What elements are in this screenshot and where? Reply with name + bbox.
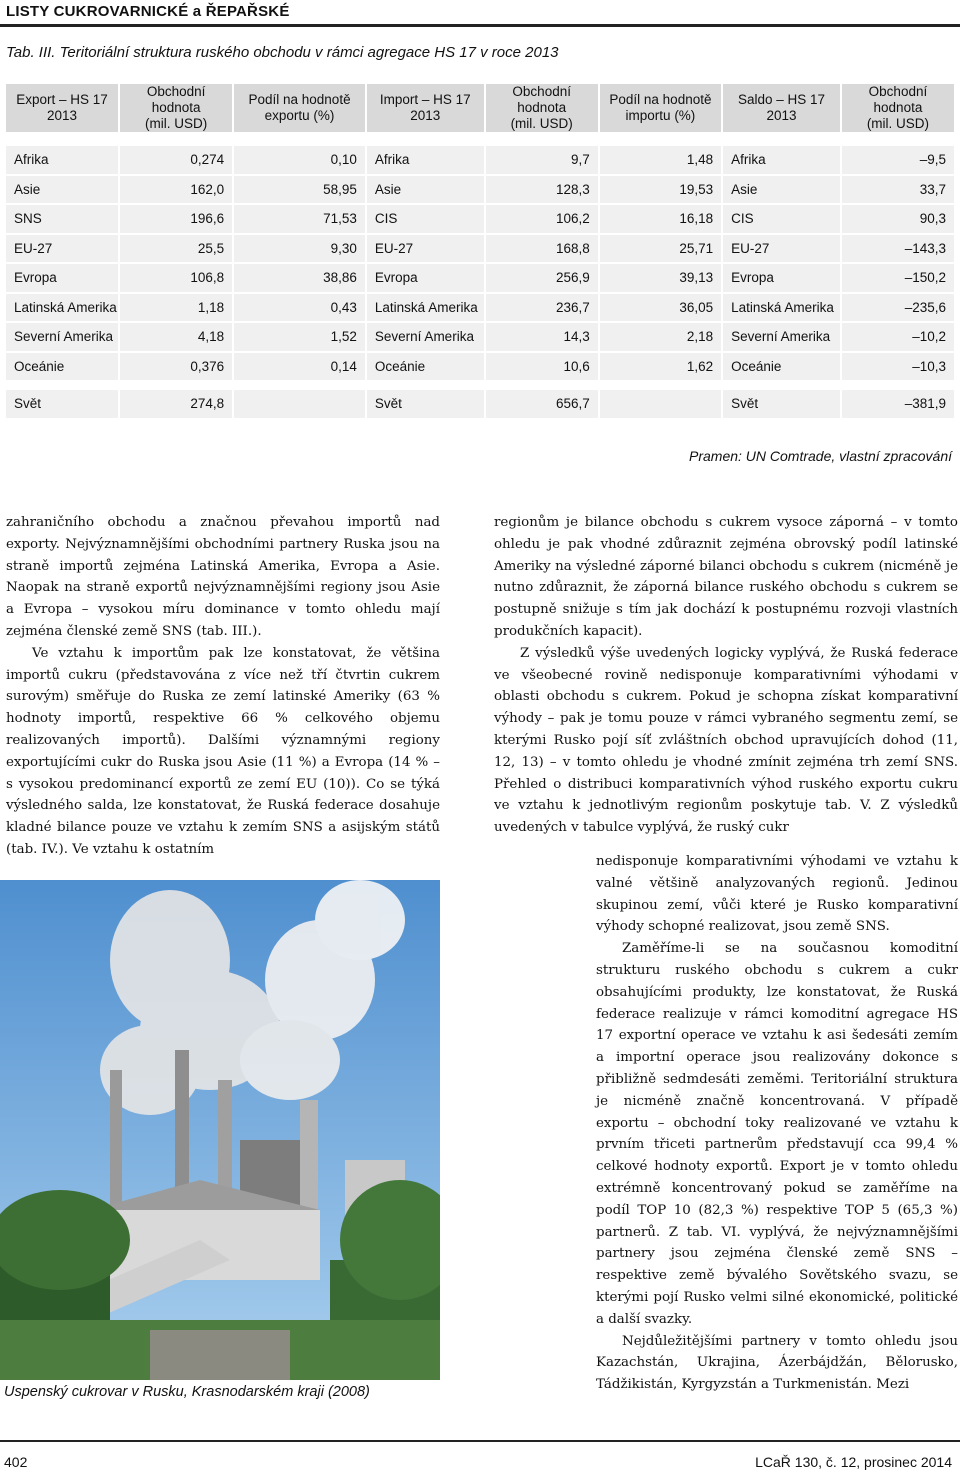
table-header-line: 2013 [410, 108, 441, 123]
sugar-factory-photo [0, 880, 440, 1380]
table-region-cell: Severní Amerika [367, 323, 484, 351]
table-value-cell: 33,7 [842, 176, 954, 204]
page-number: 402 [4, 1454, 28, 1470]
page-footer [0, 1440, 960, 1476]
table-value-cell: 1,52 [234, 323, 365, 351]
table-value-cell: 168,8 [486, 235, 598, 263]
table-value-cell: 14,3 [486, 323, 598, 351]
table-region-cell: CIS [723, 205, 840, 233]
table-source: Pramen: UN Comtrade, vlastní zpracování [689, 448, 952, 464]
table-header-line: Saldo – HS 17 [737, 92, 826, 107]
table-value-cell: 71,53 [234, 205, 365, 233]
table-value-cell: 2,18 [600, 323, 721, 351]
spacer-cell [723, 382, 840, 388]
table-header-row [6, 84, 954, 132]
table-value-cell: 162,0 [120, 176, 232, 204]
table-region-cell: Evropa [6, 264, 118, 292]
table-header-cell [6, 84, 118, 132]
table-value-cell: 0,376 [120, 353, 232, 381]
table-header-line: Import – HS 17 [379, 92, 471, 107]
table-row [6, 323, 954, 351]
table-value-cell: 0,10 [234, 146, 365, 174]
spacer-cell [120, 134, 232, 144]
journal-issue: LCaŘ 130, č. 12, prosinec 2014 [755, 1454, 952, 1470]
table-region-cell: Afrika [367, 146, 484, 174]
table-value-cell: 274,8 [120, 390, 232, 418]
table-value-cell: 128,3 [486, 176, 598, 204]
table-value-cell [234, 390, 365, 418]
table-value-cell: 1,62 [600, 353, 721, 381]
table-header-line: Obchodní hodnota [512, 84, 571, 115]
table-caption: Tab. III. Teritoriální struktura ruského obchodu v rámci agregace HS 17 v roce 2013 [6, 44, 559, 61]
table-value-cell: –10,2 [842, 323, 954, 351]
table-row [6, 353, 954, 381]
right-text-column-top [494, 512, 958, 839]
table-header-cell [120, 84, 232, 132]
table-header-line: importu (%) [625, 108, 696, 123]
table-value-cell: 9,7 [486, 146, 598, 174]
table-header-line: (mil. USD) [510, 116, 573, 131]
table-region-cell: Severní Amerika [6, 323, 118, 351]
spacer-cell [367, 134, 484, 144]
paragraph: nedisponuje komparativními výhodami ve vztahu k valné většině analyzovaných regionů. Jedinou skupinou zemí, vůči které je Rusko komparativní výhody schopné realizovat, jsou země SNS. [596, 854, 958, 935]
table-value-cell: 38,86 [234, 264, 365, 292]
table-value-cell: 36,05 [600, 294, 721, 322]
table-value-cell: 106,2 [486, 205, 598, 233]
table-header-cell [842, 84, 954, 132]
table-header-cell [723, 84, 840, 132]
table-row [6, 294, 954, 322]
spacer-cell [600, 134, 721, 144]
footer-rule [0, 1440, 960, 1442]
journal-header-title: LISTY CUKROVARNICKÉ a ŘEPAŘSKÉ [6, 3, 290, 20]
table-value-cell: 90,3 [842, 205, 954, 233]
paragraph: Nejdůležitějšími partnery v tomto ohledu jsou Kazachstán, Ukrajina, Ázerbájdžán, Bělorusko, Tádžikistán, Kyrgyzstán a Turkmenistán. Mezi [596, 1333, 958, 1393]
table-value-cell: 9,30 [234, 235, 365, 263]
table-header-line: Podíl na hodnotě [609, 92, 712, 107]
table-header-line: (mil. USD) [144, 116, 208, 131]
table-value-cell: 106,8 [120, 264, 232, 292]
spacer-cell [6, 382, 118, 388]
table-value-cell: 1,18 [120, 294, 232, 322]
table-header-cell [600, 84, 721, 132]
paragraph: zahraničního obchodu a značnou převahou importů nad exporty. Nejvýznamnějšími obchodními partnery Ruska jsou na straně importů zejména Latinská Amerika, Evropa a Asie. Naopak na straně exportů nejvýznamnějšími regiony jsou Asie a Evropa – vysokou míru dominance v tomto ohledu mají zejména členské země SNS (tab. III.). [6, 515, 440, 639]
table-body [6, 134, 954, 418]
table-value-cell: 25,71 [600, 235, 721, 263]
table-value-cell: 58,95 [234, 176, 365, 204]
table-region-cell: Svět [723, 390, 840, 418]
table-row [6, 176, 954, 204]
table-region-cell: Oceánie [6, 353, 118, 381]
table-total-row [6, 390, 954, 418]
table-value-cell: 656,7 [486, 390, 598, 418]
table-header-line: exportu (%) [264, 108, 335, 123]
table-value-cell: –10,3 [842, 353, 954, 381]
table-value-cell: 256,9 [486, 264, 598, 292]
header-rule [0, 24, 960, 27]
table-value-cell: 0,14 [234, 353, 365, 381]
table-region-cell: Asie [367, 176, 484, 204]
table-header-cell [486, 84, 598, 132]
table-region-cell: EU-27 [723, 235, 840, 263]
table-value-cell: 25,5 [120, 235, 232, 263]
table-value-cell: 10,6 [486, 353, 598, 381]
table-header-line: Podíl na hodnotě [248, 92, 351, 107]
spacer-cell [486, 382, 598, 388]
paragraph: Z výsledků výše uvedených logicky vyplývá, že Ruská federace ve všeobecné rovině nedisponuje komparativními výhodami v oblasti obchodu s cukrem. Pokud je schopna získat komparativní výhody – pak je tomu pouze v rámci vybraného segmentu zemí, se kterými Rusko pojí síť zvláštních obchod upravujících dohod (11, 12, 13) – v tomto ohledu je vhodné zmínit zejména trh zemí SNS. Přehled o distribuci komparativních výhod ruského exportu cukru ve vztahu k jednotlivým regionům poskytuje tab. V. Z výsledků uvedených v tabulce vyplývá, že ruský cukr [494, 645, 958, 836]
table-row [6, 264, 954, 292]
table-spacer-row [6, 382, 954, 388]
table-region-cell: CIS [367, 205, 484, 233]
table-region-cell: Asie [723, 176, 840, 204]
paragraph: regionům je bilance obchodu s cukrem vysoce záporná – v tomto ohledu je pak vhodné zdůraznit zejména obrovský podíl latinské Ameriky na výsledné záporné bilanci obchodu s cukrem (nicméně je nutno zdůraznit, že záporná bilance ruského obchodu s cukrem se postupně snižuje s tím jak dochází k postupnému rozvoji vlastních produkčních kapacit). [494, 515, 958, 639]
spacer-cell [600, 382, 721, 388]
table-value-cell: 236,7 [486, 294, 598, 322]
table-header-line: 2013 [766, 108, 797, 123]
spacer-cell [367, 382, 484, 388]
table-region-cell: SNS [6, 205, 118, 233]
table-header-line: 2013 [47, 108, 78, 123]
table-region-cell: Afrika [723, 146, 840, 174]
table-region-cell: Oceánie [367, 353, 484, 381]
spacer-cell [842, 382, 954, 388]
spacer-cell [120, 382, 232, 388]
table-value-cell: –143,3 [842, 235, 954, 263]
photo-caption: Uspenský cukrovar v Rusku, Krasnodarském kraji (2008) [4, 1384, 370, 1400]
spacer-cell [234, 134, 365, 144]
table-value-cell: 39,13 [600, 264, 721, 292]
table-region-cell: Severní Amerika [723, 323, 840, 351]
paragraph: Ve vztahu k importům pak lze konstatovat, že většina importů cukru (představována z více než tří čtvrtin cukrem surovým) směřuje do Ruska ze zemí latinské Ameriky (63 % hodnoty importů, respektive 66 % celkového objemu realizovaných importů). Dalšími významnými regiony exportujícími cukr do Ruska jsou Asie (11 %) a Evropa (14 % – s vysokou predominancí exportů ze zemí EU (10)). Co se týká výsledného salda, lze konstatovat, že Ruská federace dosahuje kladné bilance pouze ve vztahu k zemím SNS a asijským států (tab. IV.). Ve vztahu k ostatním [6, 645, 440, 857]
table-value-cell: –381,9 [842, 390, 954, 418]
table-region-cell: EU-27 [6, 235, 118, 263]
table-value-cell: –150,2 [842, 264, 954, 292]
table-value-cell: 0,43 [234, 294, 365, 322]
table-value-cell [600, 390, 721, 418]
spacer-cell [486, 134, 598, 144]
table-region-cell: EU-27 [367, 235, 484, 263]
paragraph: Zaměříme-li se na současnou komoditní strukturu ruského obchodu s cukrem a cukr obsahujícími produkty, lze konstatovat, že Ruská federace realizuje v rámci komoditní agregace HS 17 exportní operace ve vztahu k asi šedesáti zemím a importní operace jsou realizovány dokonce s přibližně sedmdesáti zeměmi. Teritoriální struktura je nicméně značně koncentrovaná. V případě exportu – obchodní toky realizované ve vztahu k prvním třiceti partnerům představují cca 99,4 % celkové hodnoty exportů. Export je v tomto ohledu extrémně koncentrovaný pokud se zaměříme na podíl TOP 10 (82,3 %) respektive TOP 5 (65,3 %) partnerů. Z tab. VI. vyplývá, že nejvýznamnějšími partnery jsou zejména členské země SNS – respektive země bývalého Sovětského svazu, se kterými pojí Rusko velmi silné ekonomické, politické a další svazky. [596, 941, 958, 1327]
table-value-cell: 16,18 [600, 205, 721, 233]
table-region-cell: Svět [6, 390, 118, 418]
table-region-cell: Evropa [723, 264, 840, 292]
table-value-cell: 1,48 [600, 146, 721, 174]
spacer-cell [6, 134, 118, 144]
table-region-cell: Latinská Amerika [723, 294, 840, 322]
running-header [0, 0, 960, 26]
table-region-cell: Latinská Amerika [367, 294, 484, 322]
table-value-cell: 19,53 [600, 176, 721, 204]
table-region-cell: Oceánie [723, 353, 840, 381]
territorial-structure-table [4, 82, 956, 420]
sugar-factory-illustration [0, 880, 440, 1380]
table-region-cell: Afrika [6, 146, 118, 174]
table-header-line: (mil. USD) [866, 116, 930, 131]
table-row [6, 205, 954, 233]
table-header-line: Obchodní hodnota [868, 84, 928, 115]
table-spacer-row [6, 134, 954, 144]
table-value-cell: –235,6 [842, 294, 954, 322]
table-header-cell [367, 84, 484, 132]
table-header-cell [234, 84, 365, 132]
table-region-cell: Latinská Amerika [6, 294, 118, 322]
spacer-cell [842, 134, 954, 144]
table-region-cell: Svět [367, 390, 484, 418]
spacer-cell [723, 134, 840, 144]
table-header-line: Obchodní hodnota [146, 84, 206, 115]
table-value-cell: 0,274 [120, 146, 232, 174]
spacer-cell [234, 382, 365, 388]
table-value-cell: 196,6 [120, 205, 232, 233]
table-header-line: Export – HS 17 [16, 92, 108, 107]
table-row [6, 146, 954, 174]
right-text-column-bottom [596, 851, 958, 1396]
left-text-column [6, 512, 440, 861]
table-row [6, 235, 954, 263]
table-value-cell: –9,5 [842, 146, 954, 174]
table-region-cell: Asie [6, 176, 118, 204]
table-value-cell: 4,18 [120, 323, 232, 351]
table-region-cell: Evropa [367, 264, 484, 292]
